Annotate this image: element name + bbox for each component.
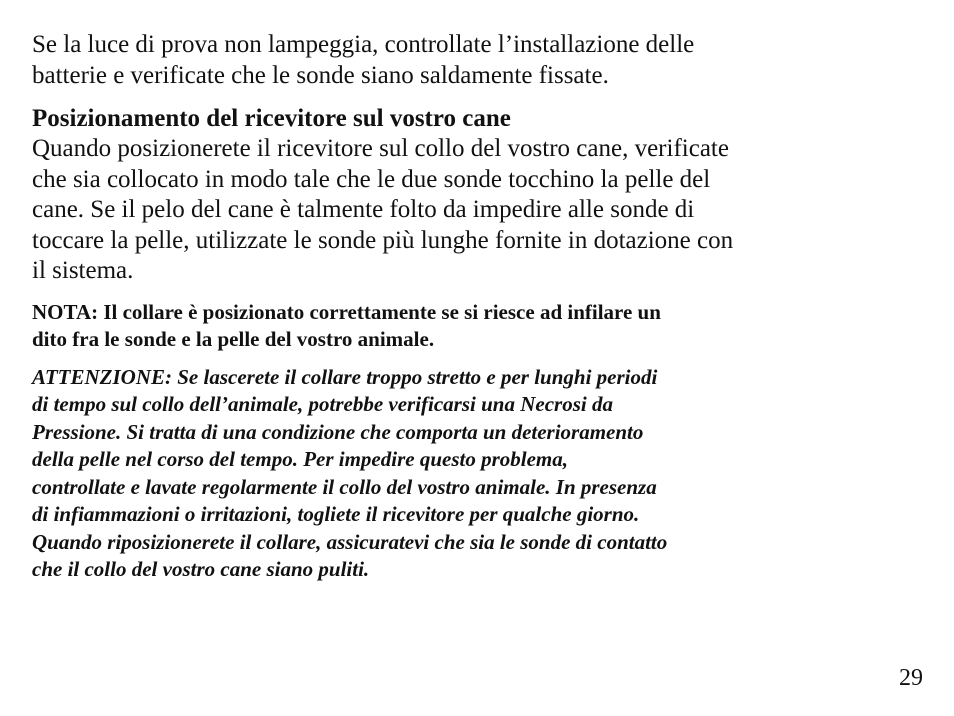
- warning-line: Quando riposizionerete il collare, assicuratevi che sia le sonde di contatto: [32, 529, 668, 554]
- warning-line: della pelle nel corso del tempo. Per impedire questo problema,: [32, 447, 569, 471]
- intro-line: batterie e verificate che le sonde siano saldamente fissate.: [32, 61, 609, 89]
- intro-paragraph: [32, 30, 932, 91]
- section-line: cane. Se il pelo del cane è talmente folto da impedire alle sonde di: [32, 196, 695, 223]
- page-number: 29: [899, 665, 923, 691]
- warning-line: di infiammazioni o irritazioni, togliete il ricevitore per qualche giorno.: [32, 502, 640, 526]
- section-line: il sistema.: [32, 257, 134, 284]
- section-heading: Posizionamento del ricevitore sul vostro cane: [32, 105, 511, 132]
- warning-line: di tempo sul collo dell’animale, potrebbe verificarsi una Necrosi da: [32, 392, 613, 416]
- warning-line: controllate e lavate regolarmente il collo del vostro animale. In presenza: [32, 474, 657, 499]
- document-page: [32, 30, 932, 584]
- intro-line: Se la luce di prova non lampeggia, controllate l’installazione delle: [32, 31, 695, 58]
- section-line: Quando posizionerete il ricevitore sul collo del vostro cane, verificate: [32, 135, 729, 162]
- section-body: [32, 134, 932, 287]
- warning-line: Pressione. Si tratta di una condizione che comporta un deterioramento: [32, 419, 644, 444]
- warning-line: che il collo del vostro cane siano puliti.: [32, 557, 370, 581]
- note-paragraph: [32, 299, 932, 353]
- note-line: dito fra le sonde e la pelle del vostro animale.: [32, 326, 435, 351]
- warning-paragraph: [32, 364, 932, 584]
- warning-line: ATTENZIONE: Se lascerete il collare troppo stretto e per lunghi periodi: [32, 364, 658, 389]
- note-line: NOTA: Il collare è posizionato correttamente se si riesce ad infilare un: [32, 299, 661, 324]
- section-line: toccare la pelle, utilizzate le sonde più lunghe fornite in dotazione con: [32, 226, 734, 254]
- section-line: che sia collocato in modo tale che le due sonde tocchino la pelle del: [32, 165, 711, 193]
